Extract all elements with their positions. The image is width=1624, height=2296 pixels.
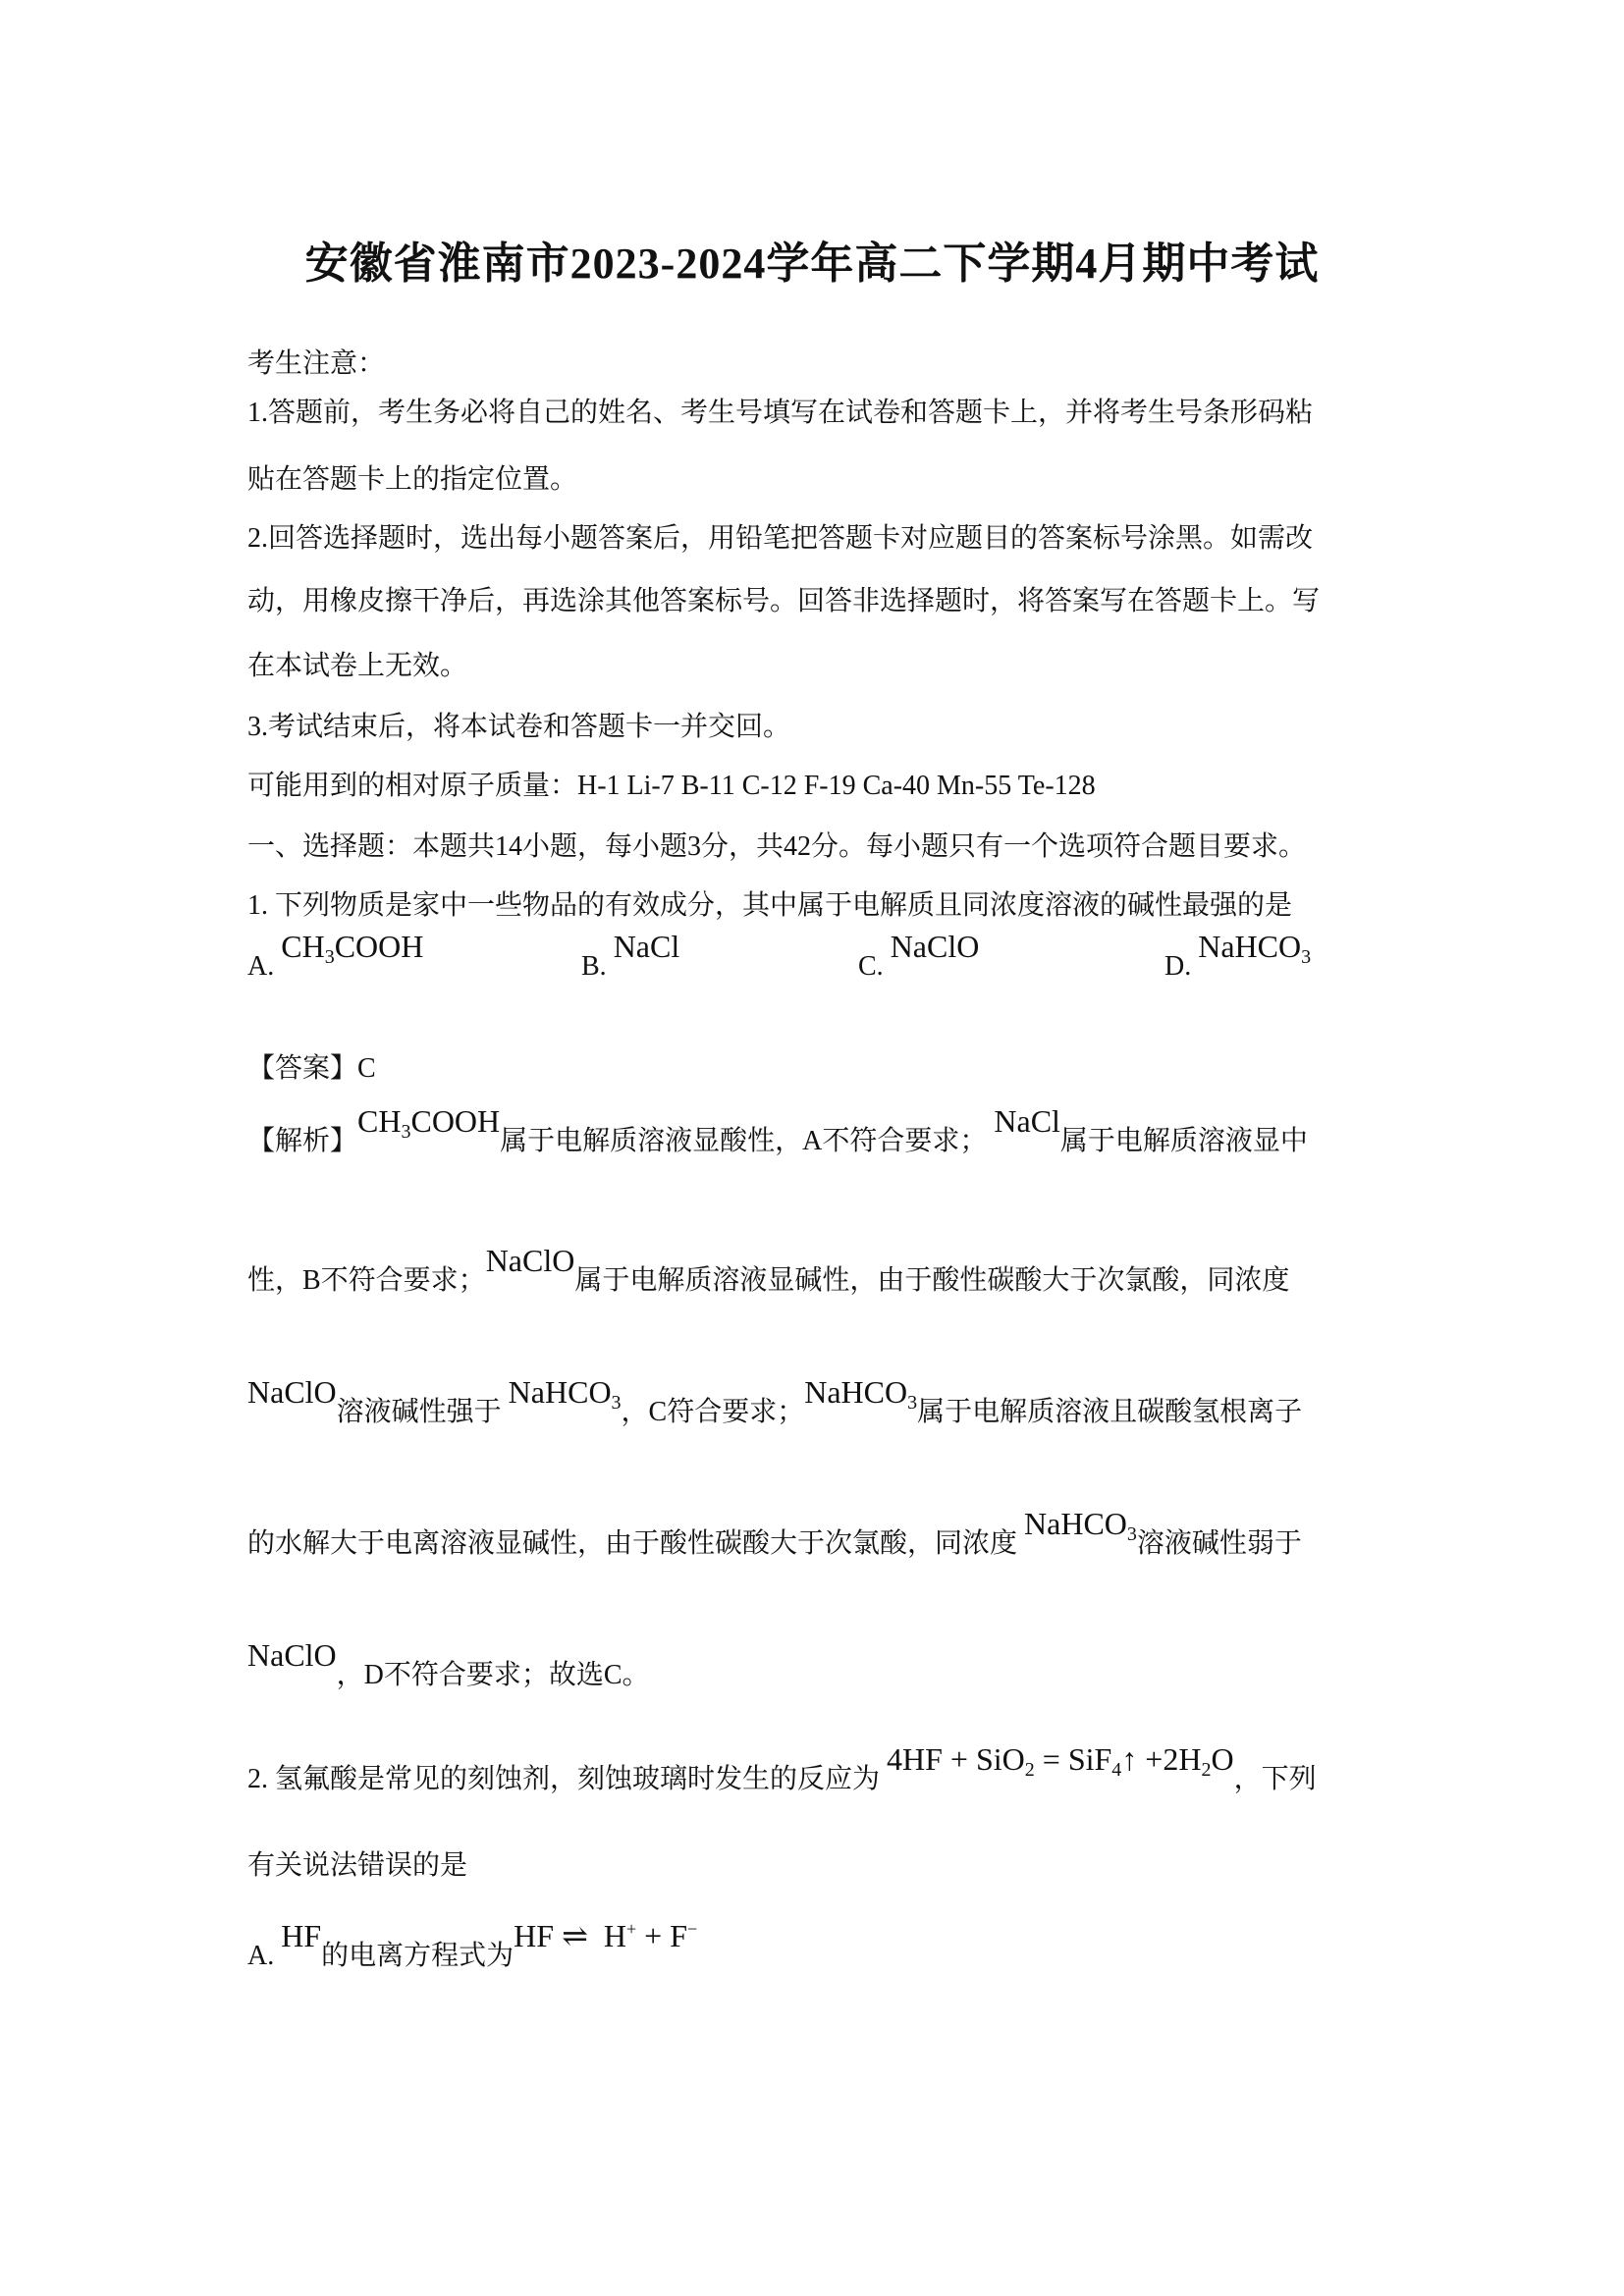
formula-main: NaHCO — [1024, 1506, 1127, 1541]
formula-sub: 3 — [324, 946, 335, 968]
analysis-text: ，C符合要求； — [621, 1397, 805, 1427]
formula-main: CH — [357, 1103, 402, 1139]
formula-main: NaHCO — [508, 1374, 612, 1410]
q2-option-a — [247, 1918, 698, 1973]
eq-part: HF — [514, 1918, 555, 1953]
analysis-text: 性，B不符合要求； — [247, 1265, 486, 1296]
notice-item2-line1: 2.回答选择题时，选出每小题答案后，用铅笔把答题卡对应题目的答案标号涂黑。如需改 — [247, 523, 1314, 554]
analysis-line-3 — [247, 1374, 1303, 1432]
analysis-text: 的水解大于电离溶液显碱性，由于酸性碳酸大于次氯酸，同浓度 — [247, 1528, 1018, 1559]
formula-naclo: NaClO — [247, 1374, 337, 1410]
analysis-label: 【解析】 — [247, 1126, 358, 1156]
analysis-text: 属于电解质溶液且碳酸氢根离子 — [917, 1397, 1303, 1427]
atomic-masses: 可能用到的相对原子质量：H-1 Li-7 B-11 C-12 F-19 Ca-40 Mn-55 Te-128 — [247, 771, 1096, 801]
q2-stem-start: 2. 氢氟酸是常见的刻蚀剂，刻蚀玻璃时发生的反应为 — [247, 1764, 881, 1794]
analysis-text: 溶液碱性强于 — [336, 1397, 502, 1427]
formula-sub: 3 — [907, 1392, 918, 1414]
equilibrium-arrow-icon: ⇌ — [562, 1918, 588, 1953]
q1-option-a — [247, 929, 424, 987]
analysis-line-2 — [247, 1243, 1290, 1298]
answer-label: 【答案】 — [247, 1053, 358, 1084]
formula-naclo: NaClO — [247, 1637, 337, 1673]
option-letter: A. — [247, 1941, 275, 1971]
analysis-line-4 — [247, 1506, 1302, 1564]
option-letter: A. — [247, 951, 275, 982]
formula-ch3cooh — [357, 1103, 501, 1143]
analysis-text: 属于电解质溶液显酸性，A不符合要求； — [500, 1126, 988, 1156]
notice-item1-line2: 贴在答题卡上的指定位置。 — [247, 464, 578, 495]
answer-value: C — [357, 1053, 376, 1084]
formula-sub: 3 — [611, 1392, 622, 1414]
eq-part: + F — [636, 1918, 687, 1953]
q2-equation — [887, 1741, 1234, 1781]
notice-item2-line3: 在本试卷上无效。 — [247, 651, 468, 681]
formula-nahco3 — [508, 1374, 622, 1414]
formula-nahco3 — [804, 1374, 918, 1414]
formula-sub: 3 — [1126, 1523, 1137, 1545]
formula: NaCl — [613, 929, 680, 964]
option-text: 的电离方程式为 — [321, 1941, 514, 1971]
q1-option-c — [858, 929, 980, 983]
analysis-line-5 — [247, 1637, 650, 1692]
formula: NaClO — [890, 929, 980, 964]
q1-option-b — [581, 929, 680, 983]
formula-tail: COOH — [410, 1103, 501, 1139]
eq-sub: 4 — [1111, 1759, 1122, 1781]
option-letter: D. — [1164, 951, 1192, 982]
q1-stem: 1. 下列物质是家中一些物品的有效成分，其中属于电解质且同浓度溶液的碱性最强的是 — [247, 890, 1293, 921]
q2-stem-line-1 — [247, 1741, 1317, 1799]
eq-part: O — [1211, 1741, 1234, 1777]
eq-part: H — [603, 1918, 626, 1953]
gas-arrow-icon: ↑ — [1121, 1741, 1138, 1777]
formula-hf: HF — [281, 1918, 322, 1953]
formula-nacl: NaCl — [994, 1103, 1060, 1139]
notice-heading: 考生注意： — [247, 348, 386, 379]
section-heading: 一、选择题：本题共14小题，每小题3分，共42分。每小题只有一个选项符合题目要求。 — [247, 831, 1307, 862]
formula — [281, 929, 424, 968]
option-letter: C. — [858, 951, 884, 982]
notice-item2-line2: 动，用橡皮擦干净后，再选涂其他答案标号。回答非选择题时，将答案写在答题卡上。写 — [247, 586, 1321, 616]
analysis-line-1 — [247, 1103, 1308, 1161]
analysis-text: ，D不符合要求；故选C。 — [336, 1660, 650, 1690]
analysis-text: 属于电解质溶液显中 — [1059, 1126, 1308, 1156]
formula — [1198, 929, 1312, 968]
eq-sub: 2 — [1201, 1759, 1212, 1781]
formula-naclo: NaClO — [485, 1243, 575, 1278]
formula-main: NaHCO — [1198, 929, 1302, 964]
notice-item3: 3.考试结束后，将本试卷和答题卡一并交回。 — [247, 712, 791, 742]
formula-nahco3 — [1024, 1506, 1137, 1545]
eq-sub: 2 — [1024, 1759, 1035, 1781]
option-letter: B. — [581, 951, 607, 982]
analysis-text: 溶液碱性弱于 — [1136, 1528, 1302, 1559]
analysis-text: 属于电解质溶液显碱性，由于酸性碳酸大于次氯酸，同浓度 — [574, 1265, 1290, 1296]
formula-main: NaHCO — [804, 1374, 908, 1410]
q1-option-d — [1164, 929, 1312, 987]
page-title: 安徽省淮南市2023-2024学年高二下学期4月期中考试 — [304, 240, 1320, 288]
formula-sub: 3 — [401, 1121, 411, 1143]
formula-sub: 3 — [1301, 946, 1312, 968]
formula-tail: COOH — [334, 929, 424, 964]
eq-sup: + — [625, 1919, 637, 1939]
eq-part: 4HF + SiO — [887, 1741, 1025, 1777]
q2-stem-end: ，下列 — [1233, 1764, 1317, 1794]
eq-sup: − — [686, 1919, 698, 1939]
eq-part: = SiF — [1034, 1741, 1112, 1777]
q2-stem-line-2: 有关说法错误的是 — [247, 1850, 468, 1881]
eq-part: +2H — [1137, 1741, 1202, 1777]
notice-item1-line1: 1.答题前，考生务必将自己的姓名、考生号填写在试卷和答题卡上，并将考生号条形码粘 — [247, 398, 1314, 428]
q1-answer — [247, 1046, 376, 1086]
formula-main: CH — [281, 929, 325, 964]
ionization-equation — [514, 1918, 697, 1953]
